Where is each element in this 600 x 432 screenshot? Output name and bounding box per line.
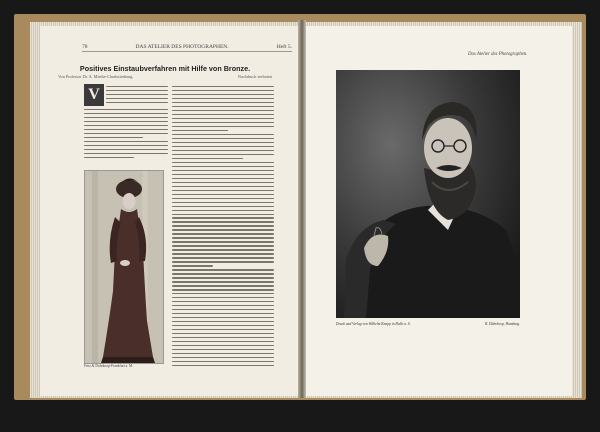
bearded-man-icon — [336, 70, 520, 318]
publisher-credit: Druck und Verlag von Wilhelm Knapp in Halle a. S. — [336, 322, 411, 326]
right-running-head: Das Atelier des Photographen. — [468, 52, 528, 57]
byline — [58, 74, 272, 79]
book-spine — [298, 20, 306, 398]
photographer-credit-right: R. Dührkoop, Hamburg. — [485, 322, 520, 326]
photographer-credit: Fritz & Duhrkoop-Frankfurt a. M. — [84, 364, 134, 368]
portrait-caption — [336, 322, 520, 326]
drop-cap: V — [84, 84, 104, 106]
text-column-intro — [106, 86, 168, 110]
woman-figure-icon — [85, 171, 163, 363]
photo-caption-left — [84, 364, 162, 368]
portrait-bearded-man — [336, 70, 520, 318]
author-line: Von Professor Dr. A. Miethe-Charlottenburg. — [58, 74, 134, 79]
running-head: DAS ATELIER DES PHOTOGRAPHEN. — [135, 44, 229, 50]
page-number: 78 — [82, 44, 88, 50]
left-page-header — [82, 44, 292, 52]
reprint-note: Nachdruck verboten — [237, 74, 272, 79]
text-column-left — [84, 109, 168, 163]
article-title: Positives Einstaubverfahren mit Hilfe von Bronze. — [79, 64, 251, 73]
issue-number: Heft 5. — [276, 44, 292, 50]
text-column-right — [172, 86, 274, 366]
photo-woman — [84, 170, 164, 364]
